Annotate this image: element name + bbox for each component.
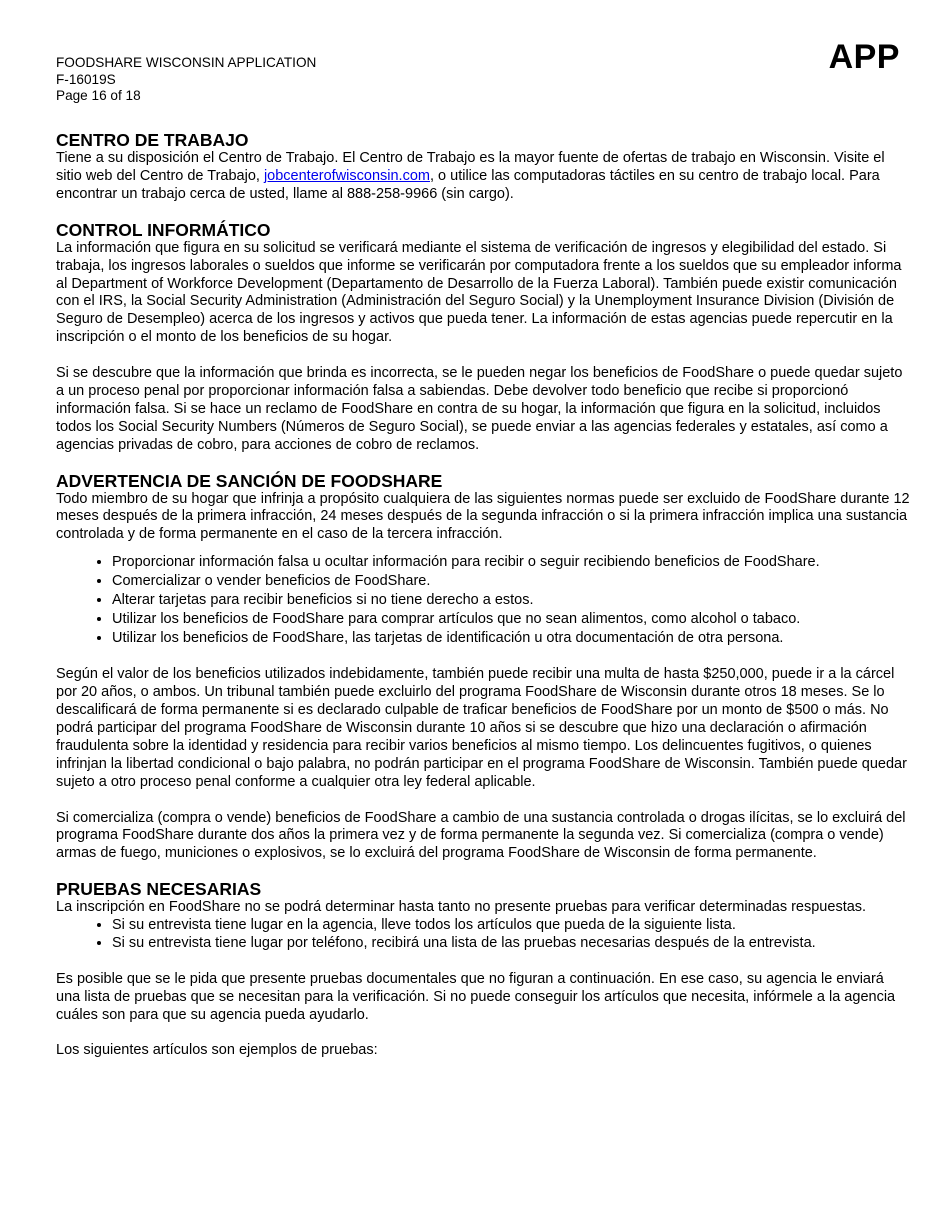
section-paragraph: Es posible que se le pida que presente pruebas documentales que no figuran a continuación. En ese caso, su agencia le enviará una lista de pruebas que se necesitan para la verificación. Si no puede conseguir los artículos que necesita, infórmele a la agencia cuáles son para que su agencia pueda ayudarlo. (56, 970, 896, 1023)
list-item: • Utilizar los beneficios de FoodShare, las tarjetas de identificación u otra documentación de otra persona. (112, 629, 910, 648)
section-centro-de-trabajo (56, 130, 910, 204)
section-paragraph: La inscripción en FoodShare no se podrá determinar hasta tanto no presente pruebas para verificar determinadas respuestas. (56, 899, 867, 916)
section-pruebas-necesarias (56, 879, 910, 1060)
list-item: • Si su entrevista tiene lugar en la agencia, lleve todos los artículos que pueda de la siguiente lista. (112, 917, 910, 935)
section-paragraph: La información que figura en su solicitud se verificará mediante el sistema de verificación de ingresos y elegibilidad del estado. Si trabaja, los ingresos laborales o sueldos que informe se verificarán por computadora frente a los sueldos que su empleador informa al Department of Workforce Development (Departamento de Desarrollo de la Fuerza Laboral). También puede existir comunicación con el IRS, la Social Security Administration (Administración del Seguro Social) y la Unemployment Insurance Division (División de Seguro de Desempleo) acerca de los ingresos y activos que pueda tener. La información de estas agencias puede repercutir en la inscripción o el monto de los beneficios de su hogar. (56, 239, 902, 346)
section-title: CENTRO DE TRABAJO (56, 130, 249, 150)
page-header (56, 55, 316, 105)
section-paragraph: Todo miembro de su hogar que infrinja a propósito cualquiera de las siguientes normas puede ser excluido de FoodShare durante 12 meses después de la primera infracción, 24 meses después de la segunda infracción o si la primera infracción implica una sustancia controlada y de forma permanente en el caso de la tercera infracción. (56, 490, 910, 543)
list-item: • Si su entrevista tiene lugar por teléfono, recibirá una lista de las pruebas necesarias después de la entrevista. (112, 935, 910, 953)
section-advertencia (56, 471, 910, 864)
list-item: • Comercializar o vender beneficios de FoodShare. (112, 572, 910, 591)
list-item: • Proporcionar información falsa u ocultar información para recibir o seguir recibiendo beneficios de FoodShare. (112, 553, 910, 572)
section-paragraph (56, 150, 910, 204)
list-item: • Utilizar los beneficios de FoodShare para comprar artículos que no sean alimentos, como alcohol o tabaco. (112, 610, 910, 629)
app-badge: APP (828, 38, 900, 76)
interview-list (56, 917, 910, 953)
section-paragraph: Los siguientes artículos son ejemplos de pruebas: (56, 1042, 378, 1059)
text-before-link: Tiene a su disposición el Centro de Trabajo. El Centro de Trabajo es la mayor fuente de ofertas de trabajo en Wisconsin. Visite el sitio web del Centro de Trabajo, (56, 150, 885, 184)
form-number: F-16019S (56, 71, 116, 87)
section-title: ADVERTENCIA DE SANCIÓN DE FOODSHARE (56, 470, 443, 491)
job-center-link[interactable]: jobcenterofwisconsin.com (263, 167, 430, 184)
section-control-informatico (56, 220, 910, 455)
section-title: CONTROL INFORMÁTICO (56, 219, 271, 240)
section-title: PRUEBAS NECESARIAS (56, 879, 262, 900)
document-content (56, 130, 910, 1076)
list-item: • Alterar tarjetas para recibir beneficios si no tiene derecho a estos. (112, 591, 910, 610)
form-title: FOODSHARE WISCONSIN APPLICATION (56, 55, 317, 70)
page-number: Page 16 of 18 (56, 88, 141, 103)
section-paragraph: Según el valor de los beneficios utilizados indebidamente, también puede recibir una multa de hasta $250,000, puede ir a la cárcel por 20 años, o ambos. Un tribunal también puede excluirlo del programa FoodShare de Wisconsin durante otros 18 meses. Se lo descalificará de forma permanente si es declarado culpable de traficar beneficios de FoodShare por un monto de $500 o más. No podrá participar del programa FoodShare de Wisconsin durante 10 años si se descubre que hizo una declaración o afirmación fraudulenta sobre la identidad y residencia para recibir varios beneficios al mismo tiempo. Los delincuentes fugitivos, o quienes infrinjan la libertad condicional o bajo palabra, no podrán participar en el programa FoodShare de Wisconsin. También puede quedar sujeto a otro proceso penal conforme a cualquier otra ley federal aplicable. (56, 666, 907, 790)
text-after-link: , o utilice las computadoras táctiles en su centro de trabajo local. Para encontrar un trabajo cerca de usted, llame al 888-258-9966 (sin cargo). (56, 167, 880, 202)
violation-list (56, 553, 910, 648)
section-paragraph: Si se descubre que la información que brinda es incorrecta, se le pueden negar los beneficios de FoodShare o puede quedar sujeto a un proceso penal por proporcionar información falsa a sabiendas. Debe devolver todo beneficio que recibe si proporcionó información falsa. Si se hace un reclamo de FoodShare en contra de su hogar, la información que figura en la solicitud, incluidos todos los Social Security Numbers (Números de Seguro Social), se puede enviar a las agencias federales y estatales, así como a agencias privadas de cobro, para acciones de cobro de reclamos. (56, 365, 903, 453)
section-paragraph: Si comercializa (compra o vende) beneficios de FoodShare a cambio de una sustancia controlada o drogas ilícitas, se lo excluirá del programa FoodShare durante dos años la primera vez y de forma permanente la segunda vez. Si comercializa (compra o vende) armas de fuego, municiones o explosivos, se lo excluirá del programa FoodShare de Wisconsin de forma permanente. (56, 809, 906, 862)
